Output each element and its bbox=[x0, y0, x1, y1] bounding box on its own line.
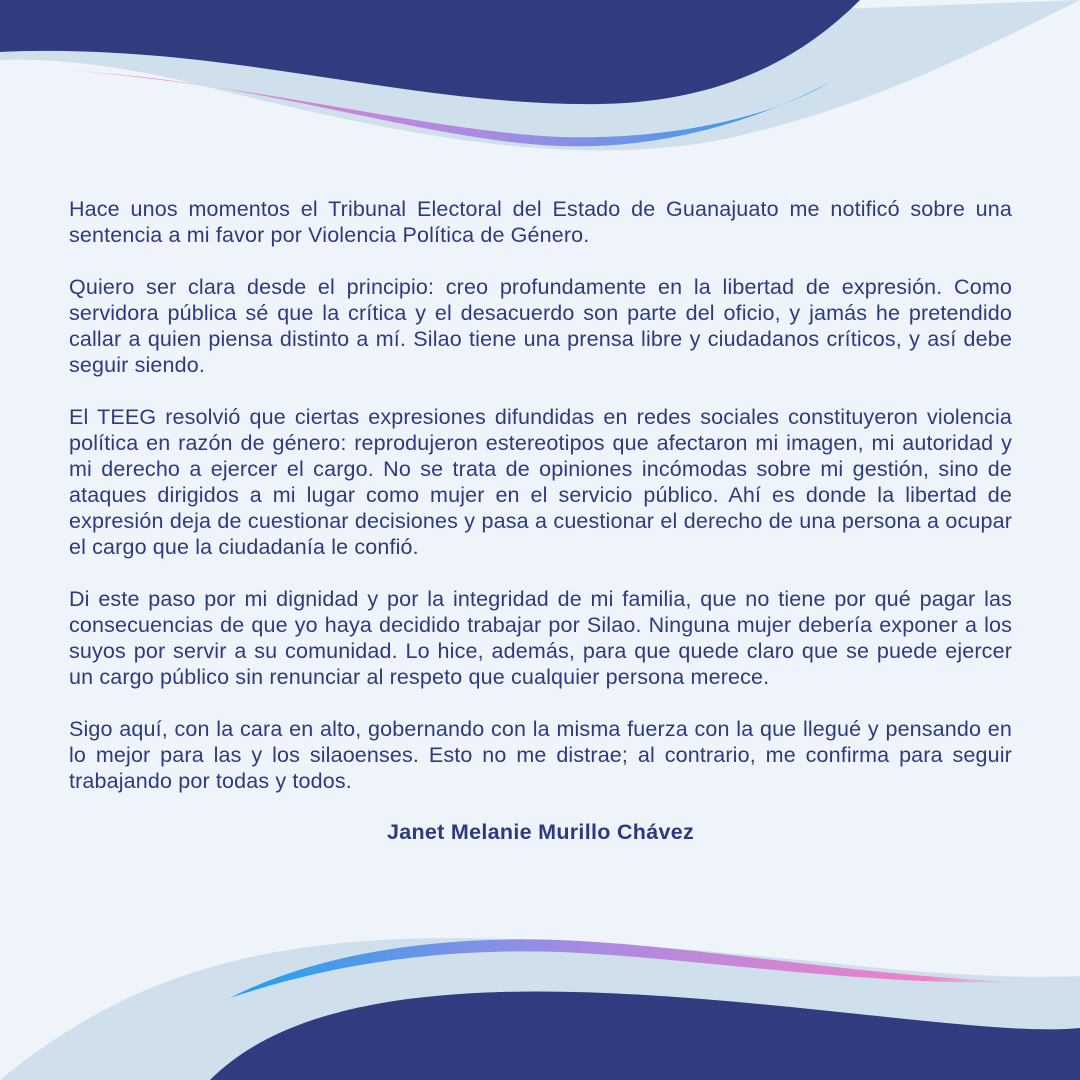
letter-body bbox=[69, 196, 1012, 845]
signature: Janet Melanie Murillo Chávez bbox=[386, 820, 695, 844]
letter-paragraph: Hace unos momentos el Tribunal Electoral del Estado de Guanajuato me notificó sobre una sentencia a mi favor por Violencia Política de Género. bbox=[69, 197, 1012, 247]
bottom-wave-decoration bbox=[0, 880, 1080, 1080]
letter-paragraph: Sigo aquí, con la cara en alto, gobernando con la misma fuerza con la que llegué y pensando en lo mejor para las y los silaoenses. Esto no me distrae; al contrario, me confirma para seguir trabajando por todas y todos. bbox=[69, 717, 1012, 793]
letter-paragraph: Di este paso por mi dignidad y por la integridad de mi familia, que no tiene por qué pagar las consecuencias de que yo haya decidido trabajar por Silao. Ninguna mujer debería exponer a los suyos por servir a su comunidad. Lo hice, además, para que quede claro que se puede ejercer un cargo público sin renunciar al respeto que cualquier persona merece. bbox=[69, 587, 1012, 689]
top-wave-decoration bbox=[0, 0, 1080, 200]
letter-paragraph: El TEEG resolvió que ciertas expresiones difundidas en redes sociales constituyeron violencia política en razón de género: reprodujeron estereotipos que afectaron mi imagen, mi autoridad y mi derecho a ejercer el cargo. No se trata de opiniones incómodas sobre mi gestión, sino de ataques dirigidos a mi lugar como mujer en el servicio público. Ahí es donde la libertad de expresión deja de cuestionar decisiones y pasa a cuestionar el derecho de una persona a ocupar el cargo que la ciudadanía le confió. bbox=[69, 405, 1012, 559]
letter-paragraph: Quiero ser clara desde el principio: creo profundamente en la libertad de expresión. Como servidora pública sé que la crítica y el desacuerdo son parte del oficio, y jamás he pretendido callar a quien piensa distinto a mí. Silao tiene una prensa libre y ciudadanos críticos, y así debe seguir siendo. bbox=[69, 275, 1012, 377]
